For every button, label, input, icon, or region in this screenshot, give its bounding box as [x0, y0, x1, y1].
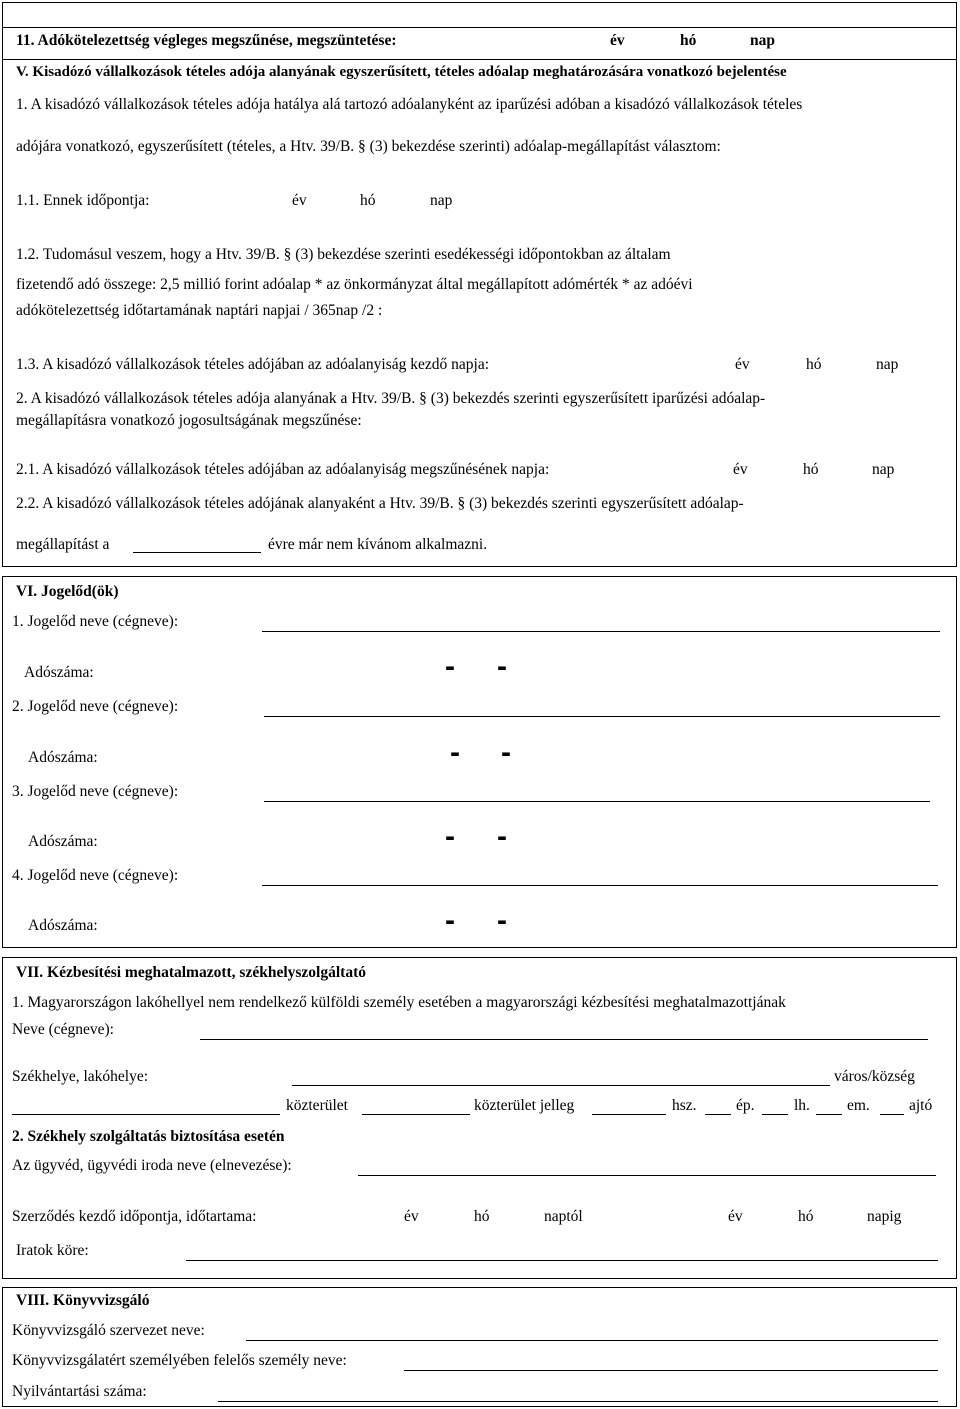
contract-from: naptól — [544, 1208, 583, 1225]
agent-name-label: Neve (cégneve): — [12, 1021, 114, 1038]
predecessor-4-name-label: 4. Jogelőd neve (cégneve): — [12, 867, 179, 884]
section-v-p22-line1: 2.2. A kisadózó vállalkozások tételes adójának alanyaként a Htv. 39/B. § (3) bekezdés szerinti egyszerűsített adóalap- — [16, 495, 744, 512]
divider — [2, 27, 957, 28]
predecessor-1-tax-label: Adószáma: — [24, 664, 94, 681]
street-type-label: közterület jelleg — [474, 1097, 575, 1114]
auditor-org-field[interactable] — [246, 1340, 938, 1341]
predecessor-4-tax-dash: - — [497, 904, 507, 937]
hsz-field[interactable] — [705, 1114, 731, 1115]
section-vii-p1: 1. Magyarországon lakóhellyel nem rendelkező külföldi személy esetében a magyarországi kézbesítési meghatalmazottjának — [12, 994, 786, 1011]
section-v-p22-pre: megállapítást a — [16, 536, 110, 553]
section-v-p21-ho: hó — [803, 461, 819, 478]
predecessor-2-tax-label: Adószáma: — [28, 749, 98, 766]
street-label: közterület — [286, 1097, 348, 1114]
ep-field[interactable] — [762, 1114, 788, 1115]
auditor-person-field[interactable] — [404, 1370, 938, 1371]
section-v-p13-ev: év — [735, 356, 750, 373]
section-11-ho: hó — [680, 32, 697, 49]
section-vii-title: VII. Kézbesítési meghatalmazott, székhelyszolgáltató — [16, 964, 366, 981]
section-v-p13-ho: hó — [806, 356, 822, 373]
ajto-label: ajtó — [909, 1097, 933, 1114]
predecessor-3-name-field[interactable] — [264, 801, 930, 802]
docs-label: Iratok köre: — [16, 1242, 89, 1259]
hsz-label: hsz. — [672, 1097, 697, 1114]
contract-to: napig — [867, 1208, 902, 1225]
lawyer-field[interactable] — [358, 1175, 936, 1176]
section-11-ev: év — [610, 32, 625, 49]
predecessor-2-name-label: 2. Jogelőd neve (cégneve): — [12, 698, 179, 715]
section-v-p21-nap: nap — [872, 461, 895, 478]
predecessor-2-tax-dash: - — [501, 736, 511, 769]
predecessor-3-tax-dash: - — [497, 820, 507, 853]
section-v-p21-ev: év — [733, 461, 748, 478]
city-label: város/község — [834, 1068, 915, 1085]
section-v-p13-label: 1.3. A kisadózó vállalkozások tételes adójában az adóalanyiság kezdő napja: — [16, 356, 490, 373]
em-label: em. — [847, 1097, 870, 1114]
section-v-title: V. Kisadózó vállalkozások tételes adója alanyának egyszerűsített, tételes adóalap meghatározására vonatkozó bejelentése — [16, 64, 787, 80]
ep-label: ép. — [736, 1097, 755, 1114]
predecessor-3-tax-label: Adószáma: — [28, 833, 98, 850]
section-v-p11-label: 1.1. Ennek időpontja: — [16, 192, 150, 209]
section-v-p1-line2: adójára vonatkozó, egyszerűsített (tételes, a Htv. 39/B. § (3) bekezdése szerinti) adóalap-megállapítást választom: — [16, 138, 721, 155]
contract-ev-1: év — [404, 1208, 419, 1225]
contract-label: Szerződés kezdő időpontja, időtartama: — [12, 1208, 257, 1225]
street-type-field[interactable] — [362, 1114, 470, 1115]
street-type-value-field[interactable] — [592, 1114, 666, 1115]
predecessor-2-tax-dash: - — [450, 736, 460, 769]
auditor-org-label: Könyvvizsgáló szervezet neve: — [12, 1322, 205, 1339]
section-11-label: 11. Adókötelezettség végleges megszűnése, megszüntetése: — [16, 32, 397, 49]
contract-ho-1: hó — [474, 1208, 490, 1225]
lh-label: lh. — [794, 1097, 810, 1114]
em-field[interactable] — [880, 1114, 904, 1115]
auditor-person-label: Könyvvizsgálatért személyében felelős személy neve: — [12, 1352, 347, 1369]
section-v-p12-line3: adókötelezettség időtartamának naptári napjai / 365nap /2 : — [16, 302, 383, 319]
docs-field[interactable] — [186, 1260, 938, 1261]
section-v-p11-nap: nap — [430, 192, 453, 209]
section-v-p1-line1: 1. A kisadózó vállalkozások tételes adója hatálya alá tartozó adóalanyként az iparűzési adóban a kisadózó vállalkozások tételes — [16, 96, 803, 113]
section-vi-title: VI. Jogelőd(ök) — [16, 583, 119, 600]
lh-field[interactable] — [816, 1114, 842, 1115]
section-v-p2-line2: megállapításra vonatkozó jogosultságának megszűnése: — [16, 412, 362, 429]
auditor-reg-label: Nyilvántartási száma: — [12, 1383, 147, 1400]
section-v-p11-ev: év — [292, 192, 307, 209]
divider — [2, 59, 957, 60]
predecessor-2-name-field[interactable] — [264, 716, 940, 717]
agent-seat-label: Székhelye, lakóhelye: — [12, 1068, 149, 1085]
predecessor-1-name-field[interactable] — [262, 631, 940, 632]
section-v-p12-line1: 1.2. Tudomásul veszem, hogy a Htv. 39/B. § (3) bekezdése szerinti esedékességi időpontokban az általam — [16, 246, 671, 263]
section-viii-title: VIII. Könyvvizsgáló — [16, 1292, 150, 1309]
lawyer-label: Az ügyvéd, ügyvédi iroda neve (elnevezése): — [12, 1157, 292, 1174]
section-v-p13-nap: nap — [876, 356, 899, 373]
section-v-p11-ho: hó — [360, 192, 376, 209]
section-v-p12-line2: fizetendő adó összege: 2,5 millió forint adóalap * az önkormányzat által megállapított adómérték * az adóévi — [16, 276, 693, 293]
auditor-reg-field[interactable] — [218, 1401, 938, 1402]
predecessor-1-tax-dash: - — [445, 650, 455, 683]
contract-ho-2: hó — [798, 1208, 814, 1225]
section-v-p2-line1: 2. A kisadózó vállalkozások tételes adója alanyának a Htv. 39/B. § (3) bekezdés szerinti egyszerűsített iparűzési adóalap- — [16, 390, 766, 407]
predecessor-3-name-label: 3. Jogelőd neve (cégneve): — [12, 783, 179, 800]
predecessor-1-tax-dash: - — [497, 650, 507, 683]
year-field[interactable] — [133, 552, 261, 553]
street-name-field[interactable] — [12, 1114, 280, 1115]
agent-name-field[interactable] — [200, 1039, 928, 1040]
predecessor-4-name-field[interactable] — [262, 885, 938, 886]
section-11-nap: nap — [750, 32, 775, 49]
section-v-p21-label: 2.1. A kisadózó vállalkozások tételes adójában az adóalanyiság megszűnésének napja: — [16, 461, 550, 478]
contract-ev-2: év — [728, 1208, 743, 1225]
predecessor-4-tax-label: Adószáma: — [28, 917, 98, 934]
agent-seat-field[interactable] — [292, 1085, 830, 1086]
section-v-p22-post: évre már nem kívánom alkalmazni. — [268, 536, 488, 553]
predecessor-3-tax-dash: - — [445, 820, 455, 853]
section-vii-p2: 2. Székhely szolgáltatás biztosítása esetén — [12, 1128, 285, 1145]
predecessor-1-name-label: 1. Jogelőd neve (cégneve): — [12, 613, 179, 630]
predecessor-4-tax-dash: - — [445, 904, 455, 937]
